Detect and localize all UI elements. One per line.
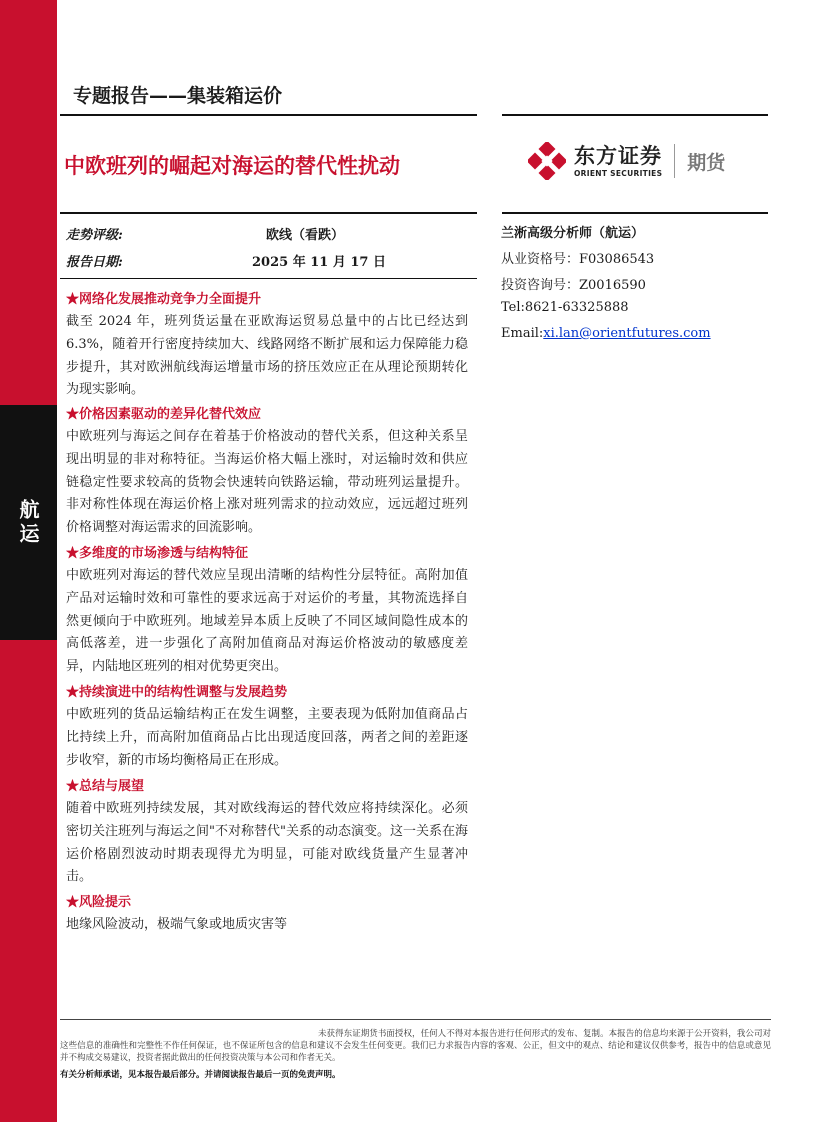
meta-rule-right (502, 212, 768, 214)
disclaimer-text: 未获得东证期货书面授权，任何人不得对本报告进行任何形式的发布、复制。本报告的信息均来源于公开资料，我公司对这些信息的准确性和完整性不作任何保证，也不保证所包含的信息和建议不会发生任何变更。我们已力求报告内容的客观、公正，但文中的观点、结论和建议仅供参考，报告中的信息或意见并不构成交易建议，投资者据此做出的任何投资决策与本公司和作者无关。 (60, 1029, 771, 1063)
rating-label: 走势评级: (66, 228, 123, 243)
company-logo (528, 142, 725, 180)
date-row (0, 251, 480, 269)
analyst-tel: Tel:8621-63325888 (501, 300, 629, 315)
logo-name-cn: 东方证券 (574, 143, 662, 168)
page-title: 中欧班列的崛起对海运的替代性扰动 (64, 154, 400, 178)
section-body: 地缘风险波动，极端气象或地质灾害等 (66, 917, 288, 932)
logo-diamond-icon (528, 142, 566, 180)
section-body: 中欧班列的货品运输结构正在发生调整，主要表现为低附加值商品占比持续上升，而高附加值商品占比出现适度回落，两者之间的差距逐步收窄，新的市场均衡格局正在形成。 (66, 707, 468, 768)
section-heading: ★多维度的市场渗透与结构特征 (66, 546, 249, 561)
section-outlook (66, 778, 468, 889)
section-body: 随着中欧班列持续发展，其对欧线海运的替代效应将持续深化。必须密切关注班列与海运之间"不对称替代"关系的动态演变。这一关系在海运价格剧烈波动时期表现得尤为明显，可能对欧线货量产生显著冲击。 (66, 801, 468, 885)
sidebar-red-bottom (0, 640, 57, 1122)
section-body: 截至 2024 年，班列货运量在亚欧海运贸易总量中的占比已经达到 6.3%，随着开行密度持续加大、线路网络不断扩展和运力保障能力稳步提升，其对欧洲航线海运增量市场的挤压效应正在从理论预期转化为现实影响。 (66, 314, 468, 398)
section-structure (66, 684, 468, 772)
sidebar-red-top (0, 0, 57, 405)
logo-name-en: ORIENT SECURITIES (574, 168, 663, 178)
header-rule-left (60, 114, 477, 116)
section-heading: ★风险提示 (66, 895, 132, 910)
rating-value: 欧线（看跌） (266, 228, 345, 243)
sidebar-sector-tab (0, 405, 57, 640)
date-label: 报告日期: (66, 255, 123, 270)
analyst-qualification: 从业资格号：F03086543 (501, 252, 655, 267)
section-body: 中欧班列对海运的替代效应呈现出清晰的结构性分层特征。高附加值产品对运输时效和可靠性的要求远高于对运价的考量，其物流选择自然更倾向于中欧班列。地域差异本质上反映了不同区域间隐性成本的高低落差，进一步强化了高附加值商品对海运价格波动的敏感度差异，内陆地区班列的相对优势更突出。 (66, 568, 468, 675)
sidebar-sector-label: 航运 (16, 498, 40, 547)
report-type: 专题报告——集装箱运价 (73, 85, 283, 107)
meta-rule-left (60, 212, 477, 214)
email-label: Email: (501, 326, 544, 341)
logo-subbrand: 期货 (687, 151, 726, 174)
section-body: 中欧班列与海运之间存在着基于价格波动的替代关系，但这种关系呈现出明显的非对称特征。当海运价格大幅上涨时，对运输时效和供应链稳定性要求较高的货物会快速转向铁路运输，带动班列运量提升。非对称性体现在海运价格上涨对班列需求的拉动效应，远远超过班列价格调整对海运需求的回流影响。 (66, 429, 468, 536)
section-price (66, 406, 468, 540)
analyst-name: 兰淅高级分析师（航运） (501, 226, 645, 241)
section-network (66, 291, 468, 402)
section-risk (66, 894, 468, 937)
section-market (66, 545, 468, 679)
date-value: 2025 年 11 月 17 日 (252, 255, 386, 270)
footer-rule (60, 1019, 771, 1020)
section-heading: ★网络化发展推动竞争力全面提升 (66, 292, 262, 307)
email-link[interactable]: xi.lan@orientfutures.com (543, 326, 711, 341)
analyst-commitment-note: 有关分析师承诺，见本报告最后部分。并请阅读报告最后一页的免责声明。 (60, 1070, 341, 1080)
section-heading: ★价格因素驱动的差异化替代效应 (66, 407, 262, 422)
section-heading: ★总结与展望 (66, 779, 145, 794)
header-rule-right (502, 114, 768, 116)
section-heading: ★持续演进中的结构性调整与发展趋势 (66, 685, 288, 700)
analyst-consult-number: 投资咨询号：Z0016590 (501, 278, 646, 293)
logo-divider (674, 144, 675, 178)
meta-rule-bottom (60, 278, 477, 279)
analyst-email-row (501, 326, 711, 341)
rating-row (0, 224, 480, 242)
